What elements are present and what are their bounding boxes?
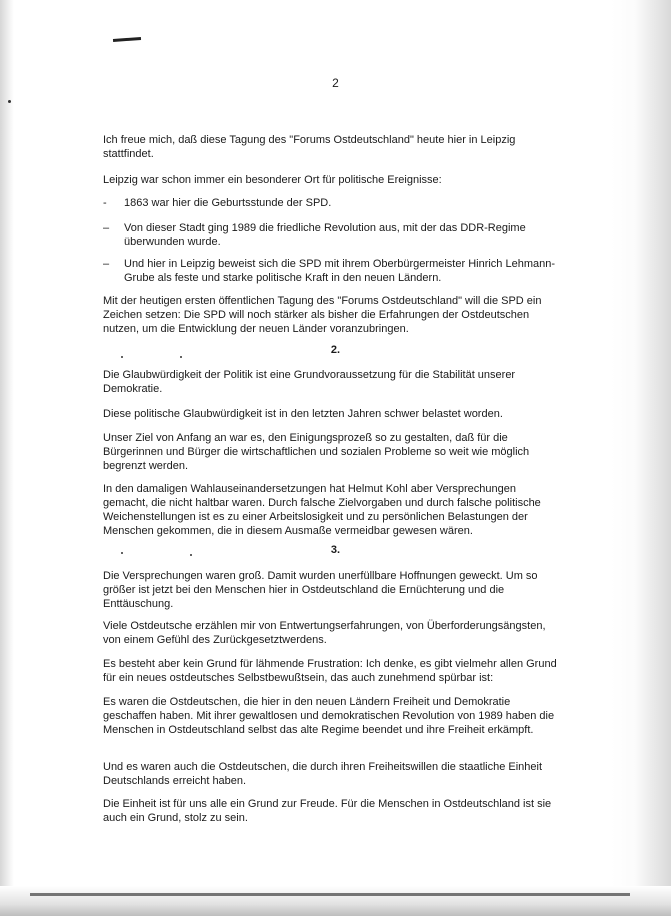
scan-speck xyxy=(121,356,123,358)
list-item xyxy=(103,257,573,285)
scan-edge-bottom xyxy=(0,886,671,916)
bullet-text: 1863 war hier die Geburtsstunde der SPD. xyxy=(124,197,332,209)
scan-bottom-line xyxy=(30,893,630,896)
paragraph: In den damaligen Wahlauseinandersetzungen hat Helmut Kohl aber Versprechungen gemacht, die nicht haltbar waren. Durch falsche Zielvorgaben und durch falsche politische Weichenstellungen ist es zu einer Arbeitslosigkeit und zu persönlichen Belastungen der Menschen gekommen, die in diesem Ausmaße vermeidbar gewesen wären. xyxy=(103,483,541,537)
bullet-marker: – xyxy=(103,258,110,270)
paragraph: Die Versprechungen waren groß. Damit wurden unerfüllbare Hoffnungen geweckt. Um so größer ist jetzt bei den Menschen hier in Ostdeutschland die Ernüchterung und die Enttäuschung. xyxy=(103,570,538,610)
bullet-marker: – xyxy=(103,222,110,234)
paragraph: Es waren die Ostdeutschen, die hier in den neuen Ländern Freiheit und Demokratie geschaffen haben. Mit ihrer gewaltlosen und demokratischen Revolution von 1989 haben die Menschen in Ostdeutschland selbst das alte Regime beendet und ihre Freiheit erkämpft. xyxy=(103,696,555,736)
scan-speck xyxy=(8,100,11,103)
bullet-text: Und hier in Leipzig beweist sich die SPD mit ihrem Oberbürgermeister Hinrich Lehmann-Grube als feste und starke politische Kraft in den neuen Ländern. xyxy=(124,258,556,284)
paragraph: Mit der heutigen ersten öffentlichen Tagung des "Forums Ostdeutschland" will die SPD ein Zeichen setzen: Die SPD will noch stärker als bisher die Erfahrungen der Ostdeutschen nutzen, um die Entwicklung der neuen Länder voranzubringen. xyxy=(103,295,542,335)
paragraph: Die Glaubwürdigkeit der Politik ist eine Grundvoraussetzung für die Stabilität unserer Demokratie. xyxy=(103,369,516,395)
bullet-marker: - xyxy=(103,197,107,209)
scan-mark xyxy=(113,37,141,42)
section-number: 2. xyxy=(330,344,341,356)
list-item xyxy=(103,196,573,210)
paragraph: Es besteht aber kein Grund für lähmende Frustration: Ich denke, es gibt vielmehr allen Grund für ein neues ostdeutsches Selbstbewußtsein, das auch zunehmend spürbar ist: xyxy=(103,658,557,684)
list-item xyxy=(103,221,573,249)
paragraph: Die Einheit ist für uns alle ein Grund zur Freude. Für die Menschen in Ostdeutschland ist sie auch ein Grund, stolz zu sein. xyxy=(103,798,552,824)
paragraph: Diese politische Glaubwürdigkeit ist in den letzten Jahren schwer belastet worden. xyxy=(103,408,503,420)
page-number: 2 xyxy=(332,76,339,90)
scan-shadow-right xyxy=(611,0,671,916)
paragraph: Unser Ziel von Anfang an war es, den Einigungsprozeß so zu gestalten, daß für die Bürgerinnen und Bürger die wirtschaftlichen und sozialen Probleme so weit wie möglich begrenzt werden. xyxy=(103,432,530,472)
paragraph: Viele Ostdeutsche erzählen mir von Entwertungserfahrungen, von Überforderungsängsten, von einem Gefühl des Zurückgesetztwerdens. xyxy=(103,620,546,646)
paragraph: Leipzig war schon immer ein besonderer Ort für politische Ereignisse: xyxy=(103,174,442,186)
bullet-text: Von dieser Stadt ging 1989 die friedliche Revolution aus, mit der das DDR-Regime überwunden wurde. xyxy=(124,222,526,248)
section-number: 3. xyxy=(330,544,341,556)
paragraph: Ich freue mich, daß diese Tagung des "Forums Ostdeutschland" heute hier in Leipzig stattfindet. xyxy=(103,134,516,160)
scan-speck xyxy=(180,356,182,358)
paragraph: Und es waren auch die Ostdeutschen, die durch ihren Freiheitswillen die staatliche Einheit Deutschlands erreicht haben. xyxy=(103,761,543,787)
scan-edge-left xyxy=(0,0,14,916)
